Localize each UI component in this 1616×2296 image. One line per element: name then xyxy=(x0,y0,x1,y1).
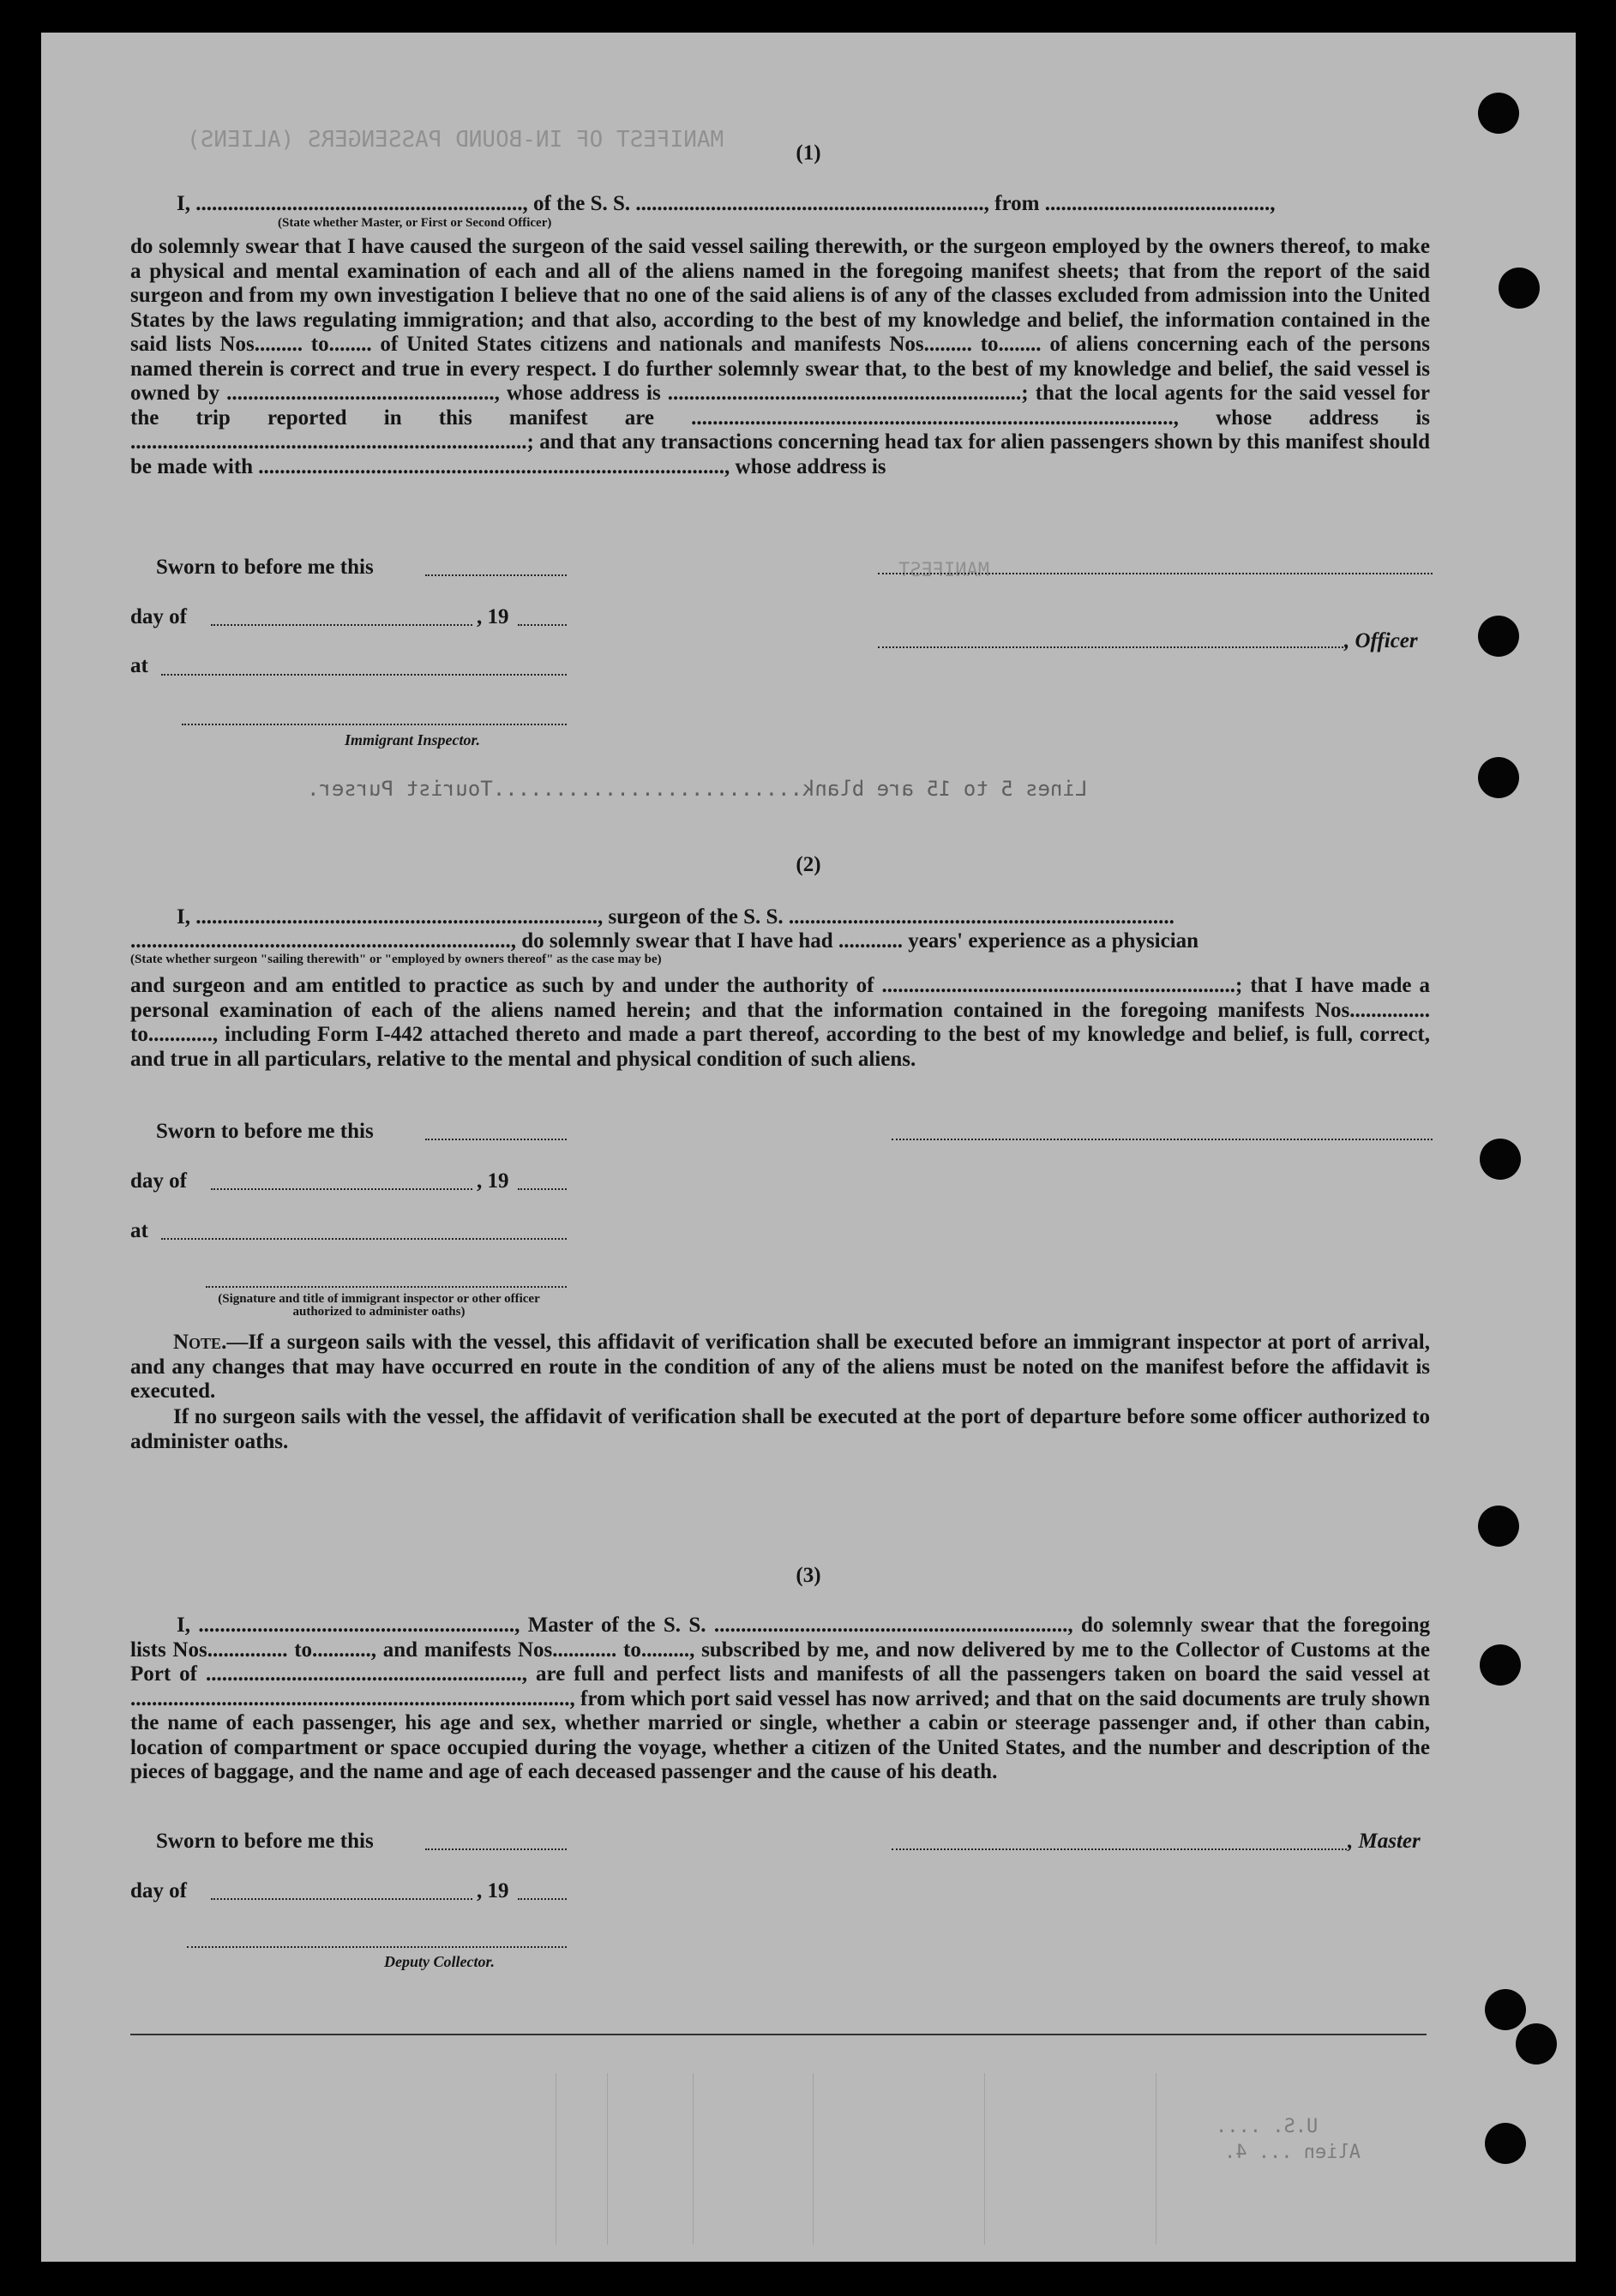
immigrant-inspector-label: Immigrant Inspector. xyxy=(345,731,481,748)
sworn-label: Sworn to before me this xyxy=(156,556,374,579)
section-number: (1) xyxy=(796,141,821,165)
binder-hole xyxy=(1485,2123,1526,2164)
master-line: I, ............................................................., of the S. S. ................................................................., from .........................................., xyxy=(177,192,1276,215)
binder-hole xyxy=(1478,93,1519,134)
stamped-note: Lines 5 to 15 are blank.........................Tourist Purser. xyxy=(307,777,1088,801)
binder-hole xyxy=(1480,1644,1521,1686)
officer-label: , Officer xyxy=(1344,629,1418,652)
master-signature-label: , Master xyxy=(1348,1830,1421,1853)
binder-hole xyxy=(1516,2023,1557,2065)
sworn-label: Sworn to before me this xyxy=(156,1120,374,1143)
at-label: at xyxy=(130,654,148,677)
day-label: day of xyxy=(130,605,187,628)
binder-hole xyxy=(1499,267,1540,309)
master-oath-text: I, ..........................................................., Master of the S. S. .................................................................., do solemnly swear that the foregoing lists Nos............... to..........., and manifests Nos............ to........., subscribed by me, and now delivered by me to the Collector of Customs at the Port of ..........................................................., are full and perfect lists and manifests of all the passengers taken on board the said vessel at .................................................................................., from which port said vessel has now arrived; and that on the said documents are truly shown the name of each passenger, his age and sex, whether married or single, whether a cabin or steerage passenger and, if other than cabin, location of compartment or space occupied during the voyage, whether a citizen of the United States, and the number and description of the pieces of baggage, and the name and age of each deceased passenger and the cause of his death. xyxy=(130,1614,1430,1783)
sworn-label: Sworn to before me this xyxy=(156,1830,374,1853)
surgeon-line: I, ..........................................................................., surgeon of the S. S. ........................................................................ xyxy=(177,905,1174,929)
inspector-caption: (Signature and title of immigrant inspector or other officer authorized to administer oaths) xyxy=(218,1292,540,1319)
surgeon-oath-text: and surgeon and am entitled to practice as such by and under the authority of ..................................................................; that I have made a personal examination of each of the aliens named herein; and that the information contained in the foregoing manifests Nos............... to............, including Form I-442 attached thereto and made a part thereof, according to the best of my knowledge and belief, is full, correct, and true in all particulars, relative to the mental and physical condition of such aliens. xyxy=(130,974,1430,1071)
at-label: at xyxy=(130,1219,148,1242)
corner-marks: U.S. .... xyxy=(1216,2116,1319,2137)
binder-hole xyxy=(1478,757,1519,798)
day-label: day of xyxy=(130,1169,187,1193)
note-text: Note.—If a surgeon sails with the vessel, this affidavit of verification shall be executed before an immigrant inspector at port of arrival, and any changes that may have occurred en route in the condition of any of the aliens must be noted on the manifest before the affidavit is executed. xyxy=(130,1331,1430,1403)
bleed-through-text: MANIFEST OF IN-BOUND PASSENGERS (ALIENS) xyxy=(187,127,724,153)
surgeon-line-2: ......................................................................., do solemnly swear that I have had ............ years' experience as a physician xyxy=(130,929,1199,953)
binder-hole xyxy=(1480,1139,1521,1180)
binder-hole xyxy=(1485,1989,1526,2030)
manifest-page xyxy=(41,33,1576,2262)
corner-marks: Alien ... 4. xyxy=(1224,2142,1361,2163)
master-caption: (State whether Master, or First or Second Officer) xyxy=(278,216,552,230)
section-number: (2) xyxy=(796,853,821,876)
year-label: , 19 xyxy=(477,1879,509,1902)
section-number: (3) xyxy=(796,1564,821,1587)
oath-text: do solemnly swear that I have caused the surgeon of the said vessel sailing therewith, or the surgeon employed by the owners thereof, to make a physical and mental examination of each and all of the aliens named in the foregoing manifest sheets; that from the report of the said surgeon and from my own investigation I believe that no one of the said aliens is of any of the classes excluded from admission into the United States by the laws regulating immigration; and that also, according to the best of my knowledge and belief, the information contained in the said lists Nos......... to........ of United States citizens and nationals and manifests Nos......... to........ of aliens concerning each of the persons named therein is correct and true in every respect. I do further solemnly swear that, to the best of my knowledge and belief, the said vessel is owned by .................................................., whose address is ..................................................................; that the local agents for the said vessel for the trip reported in this manifest are .........................................................................................., whose address is ..........................................................................; and that any transactions concerning head tax for alien passengers shown by this manifest should be made with ......................................................................................., whose address is xyxy=(130,235,1430,478)
year-label: , 19 xyxy=(477,1169,509,1193)
deputy-collector-label: Deputy Collector. xyxy=(384,1953,495,1970)
bottom-rule xyxy=(130,2034,1427,2035)
note-text-2: If no surgeon sails with the vessel, the affidavit of verification shall be executed at the port of departure before some officer authorized to administer oaths. xyxy=(130,1405,1430,1453)
year-label: , 19 xyxy=(477,605,509,628)
surgeon-caption: (State whether surgeon "sailing therewith" or "employed by owners thereof" as the case may be) xyxy=(130,953,662,966)
binder-hole xyxy=(1478,1506,1519,1547)
bleed-through-text: MANIFEST xyxy=(898,560,989,581)
binder-hole xyxy=(1478,616,1519,657)
day-label: day of xyxy=(130,1879,187,1902)
